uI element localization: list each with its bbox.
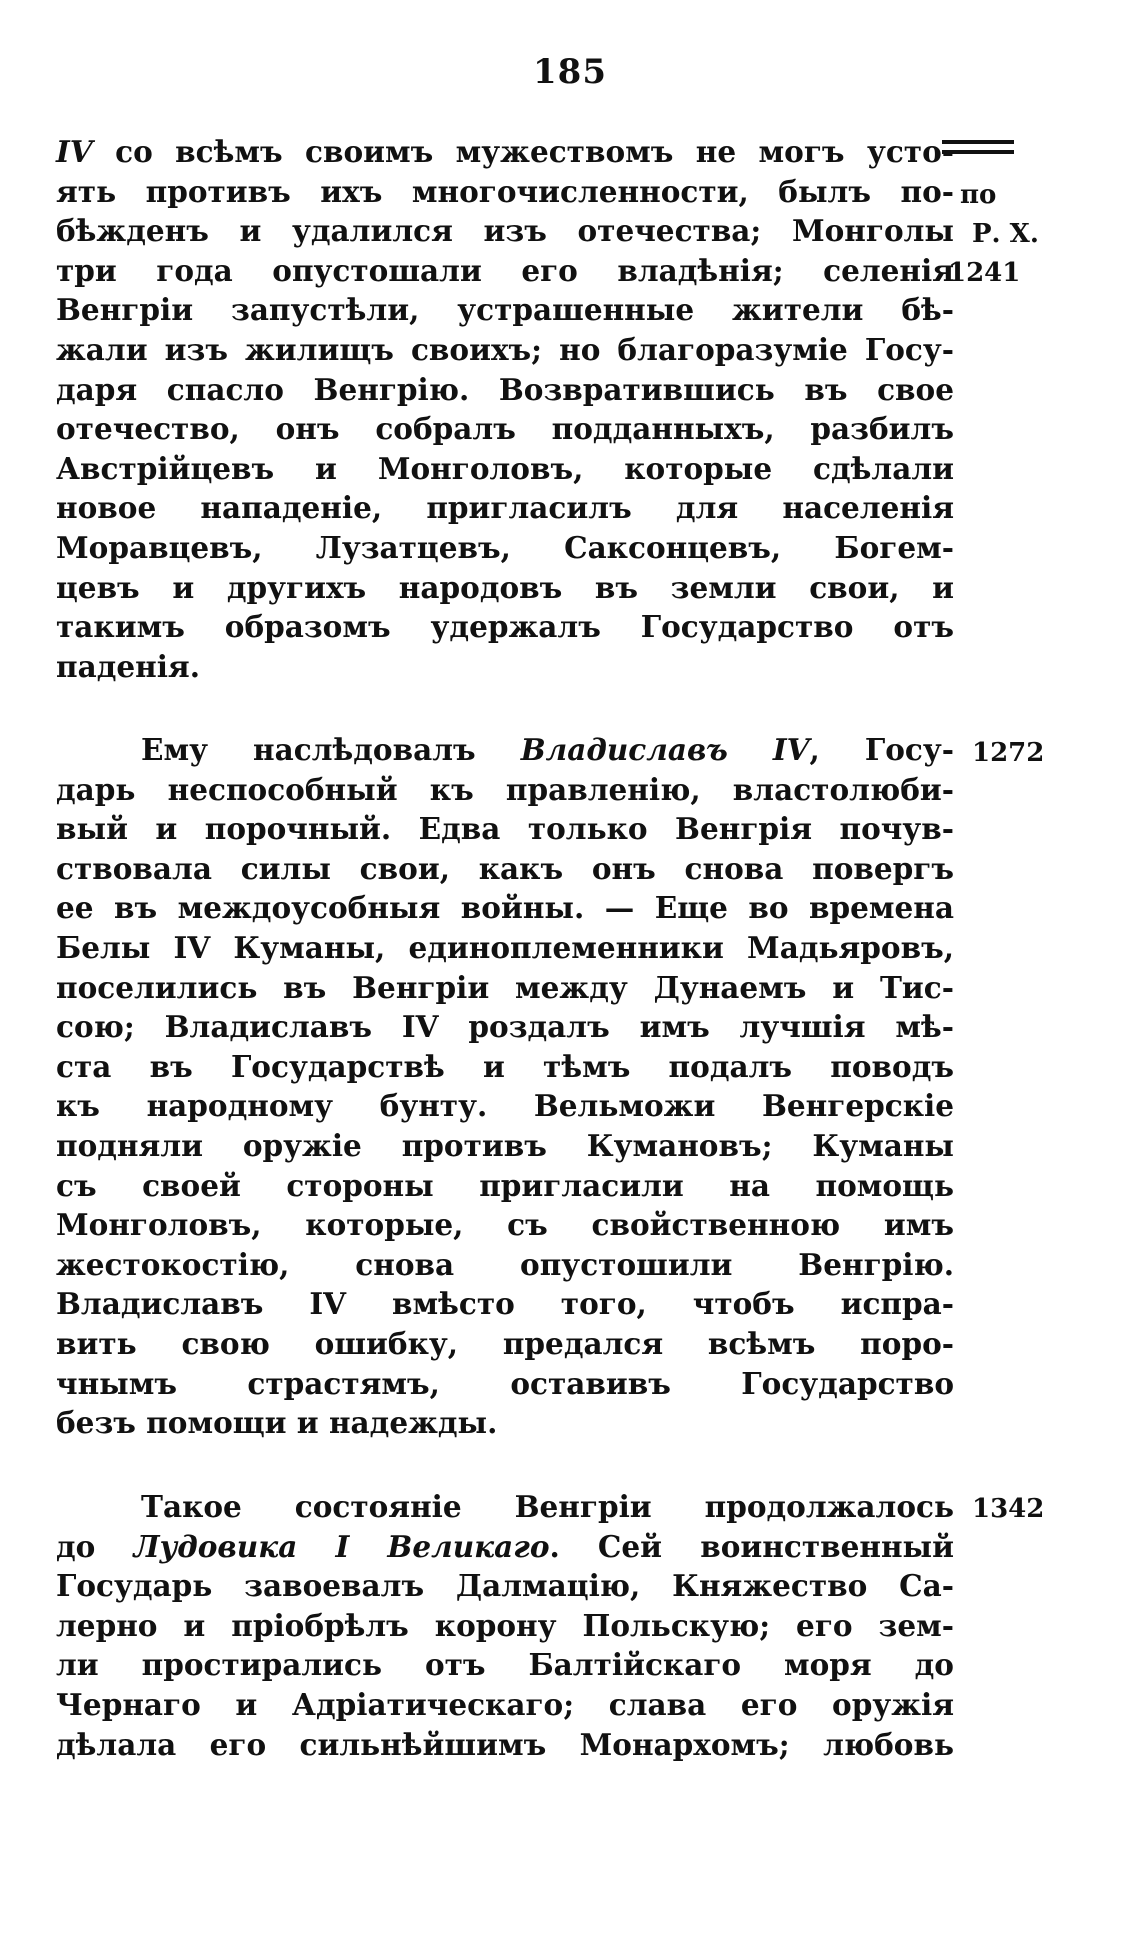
paragraph-2 <box>56 730 954 1443</box>
text-line: цевъ и другихъ народовъ въ земли свои, и <box>56 569 954 605</box>
text-line: новое нападеніе, пригласилъ для населенія <box>56 490 954 526</box>
text-line: поселились въ Венгріи между Дунаемъ и Тис- <box>56 969 954 1005</box>
text-line: къ народному бунту. Вельможи Венгерскіе <box>56 1088 954 1124</box>
text-line: жали изъ жилищъ своихъ; но благоразуміе Госу- <box>56 331 954 367</box>
text-line: чнымъ страстямъ, оставивъ Государство <box>56 1365 954 1401</box>
text-line: отечество, онъ собралъ подданныхъ, разбилъ <box>56 411 954 447</box>
text-line: Венгріи запустѣли, устрашенные жители бѣ- <box>56 292 954 328</box>
text-line: ста въ Государствѣ и тѣмъ подалъ поводъ <box>56 1048 954 1084</box>
text-line: Моравцевъ, Лузатцевъ, Саксонцевъ, Богем- <box>56 529 954 565</box>
text-line: Австрійцевъ и Монголовъ, которые сдѣлали <box>56 450 954 486</box>
margin-note-rx: Р. Х. <box>972 219 1039 249</box>
text-line: три года опустошали его владѣнія; селенія <box>56 252 954 288</box>
text-line: ствовала силы свои, какъ онъ снова повергъ <box>56 850 954 886</box>
text-line: Такое состояніе Венгріи продолжалось <box>141 1489 954 1524</box>
text-line: подняли оружіе противъ Кумановъ; Куманы <box>56 1127 954 1163</box>
paragraph-3 <box>56 1487 954 1764</box>
text-line: лерно и пріобрѣлъ корону Польскую; его зем- <box>56 1607 954 1643</box>
text-line: сою; Владиславъ IV роздалъ имъ лучшія мѣ- <box>56 1009 954 1045</box>
text-line: дѣлала его сильнѣйшимъ Монархомъ; любовь <box>56 1726 954 1762</box>
page-number: 185 <box>533 52 607 92</box>
text-line: до Лудовика I Великаго. Сей воинственный <box>56 1528 954 1564</box>
text-line: Государь завоевалъ Далмацію, Княжество Са- <box>56 1568 954 1604</box>
paragraph-1 <box>56 132 954 686</box>
text-line: такимъ образомъ удержалъ Государство отъ <box>56 609 954 645</box>
margin-note-po: по <box>960 180 997 210</box>
text-line: Ему наслѣдовалъ Владиславъ IV, Госу- <box>141 732 954 767</box>
margin-note-year-1342: 1342 <box>972 1494 1045 1524</box>
text-line: безъ помощи и надежды. <box>56 1405 498 1441</box>
margin-note-year-1241: 1241 <box>948 258 1021 288</box>
text-line: Владиславъ IV вмѣсто того, чтобъ испра- <box>56 1286 954 1322</box>
text-line: бѣжденъ и удалился изъ отечества; Монголы <box>56 213 954 249</box>
text-line: даря спасло Венгрію. Возвратившись въ свое <box>56 371 954 407</box>
text-line: Монголовъ, которые, съ свойственною имъ <box>56 1207 954 1243</box>
text-line: Белы IV Куманы, единоплеменники Мадьяровъ, <box>56 929 954 965</box>
text-line: ее въ междоусобныя войны. — Еще во времена <box>56 890 954 926</box>
text-line: вить свою ошибку, предался всѣмъ поро- <box>56 1325 954 1361</box>
text-line: съ своей стороны пригласили на помощь <box>56 1167 954 1203</box>
text-line: IV со всѣмъ своимъ мужествомъ не могъ усто- <box>56 134 954 169</box>
text-line: ли простирались отъ Балтійскаго моря до <box>56 1647 954 1683</box>
text-line: жестокостію, снова опустошили Венгрію. <box>56 1246 954 1282</box>
text-line: Чернаго и Адріатическаго; слава его оружія <box>56 1686 954 1722</box>
text-line: паденія. <box>56 648 200 684</box>
text-line: вый и порочный. Едва только Венгрія почув- <box>56 811 954 847</box>
text-line: ять противъ ихъ многочисленности, былъ по- <box>56 173 954 209</box>
text-line: дарь неспособный къ правленію, властолюби- <box>56 771 954 807</box>
margin-note-year-1272: 1272 <box>972 738 1045 768</box>
